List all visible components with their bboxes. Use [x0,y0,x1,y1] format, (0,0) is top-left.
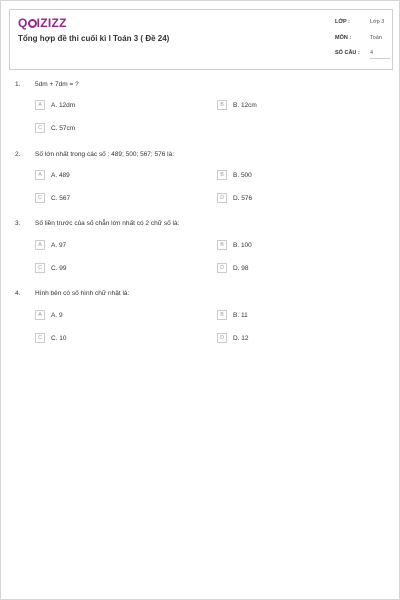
option-a[interactable] [35,240,66,250]
option-c[interactable] [35,333,67,343]
option-letter-box: A [35,100,45,110]
option-text: B. 100 [233,241,252,249]
option-text: C. 57cm [51,124,76,132]
option-text: D. 98 [233,264,249,272]
meta-value-count: 4 [370,50,390,59]
option-text: B. 500 [233,171,252,179]
option-letter-box: B [217,170,227,180]
option-letter-box: B [217,100,227,110]
option-d[interactable] [217,263,249,273]
option-letter-box: B [217,310,227,320]
meta-value-subject: Toán [370,35,382,41]
option-d[interactable] [217,333,249,343]
option-letter-box: C [35,263,45,273]
option-text: D. 576 [233,194,253,202]
option-text: B. 11 [233,311,248,319]
option-letter-box: C [35,193,45,203]
question-text: Số liền trước của số chẵn lớn nhất có 2 chữ số là: [35,220,180,227]
option-text: D. 12 [233,334,249,342]
option-a[interactable] [35,170,70,180]
option-text: A. 9 [51,311,63,319]
option-letter-box: D [217,333,227,343]
option-b[interactable] [217,170,252,180]
option-a[interactable] [35,100,75,110]
option-letter-box: C [35,123,45,133]
question-text: Số lớn nhất trong các số : 489; 500; 567; 576 là: [35,151,175,158]
meta-label-grade: LỚP : [335,19,350,25]
option-d[interactable] [217,193,252,203]
quizizz-logo: Q IZIZZ [18,16,67,30]
option-text: B. 12cm [233,101,257,109]
meta-label-subject: MÔN : [335,35,352,41]
question-number: 4. [15,290,21,297]
question-number: 3. [15,220,21,227]
option-text: C. 10 [51,334,67,342]
question-text: 5dm + 7dm = ? [35,81,79,88]
option-letter-box: C [35,333,45,343]
page-title: Tổng hợp đề thi cuối kì I Toán 3 ( Đề 24) [18,34,170,43]
question-text: Hình bên có số hình chữ nhật là: [35,290,130,297]
option-a[interactable] [35,310,63,320]
option-letter-box: A [35,310,45,320]
option-c[interactable] [35,193,70,203]
option-letter-box: D [217,263,227,273]
option-text: C. 99 [51,264,67,272]
question-number: 2. [15,151,21,158]
option-text: C. 567 [51,194,71,202]
option-c[interactable] [35,123,75,133]
option-b[interactable] [217,240,252,250]
meta-label-count: SỐ CÂU : [335,50,360,56]
option-text: A. 12dm [51,101,76,109]
option-letter-box: B [217,240,227,250]
question-number: 1. [15,81,21,88]
option-letter-box: A [35,240,45,250]
option-letter-box: A [35,170,45,180]
option-text: A. 489 [51,171,70,179]
option-c[interactable] [35,263,67,273]
meta-value-grade: Lớp 3 [370,19,385,25]
option-b[interactable] [217,310,248,320]
option-letter-box: D [217,193,227,203]
option-b[interactable] [217,100,257,110]
option-text: A. 97 [51,241,67,249]
worksheet-header [9,9,393,70]
